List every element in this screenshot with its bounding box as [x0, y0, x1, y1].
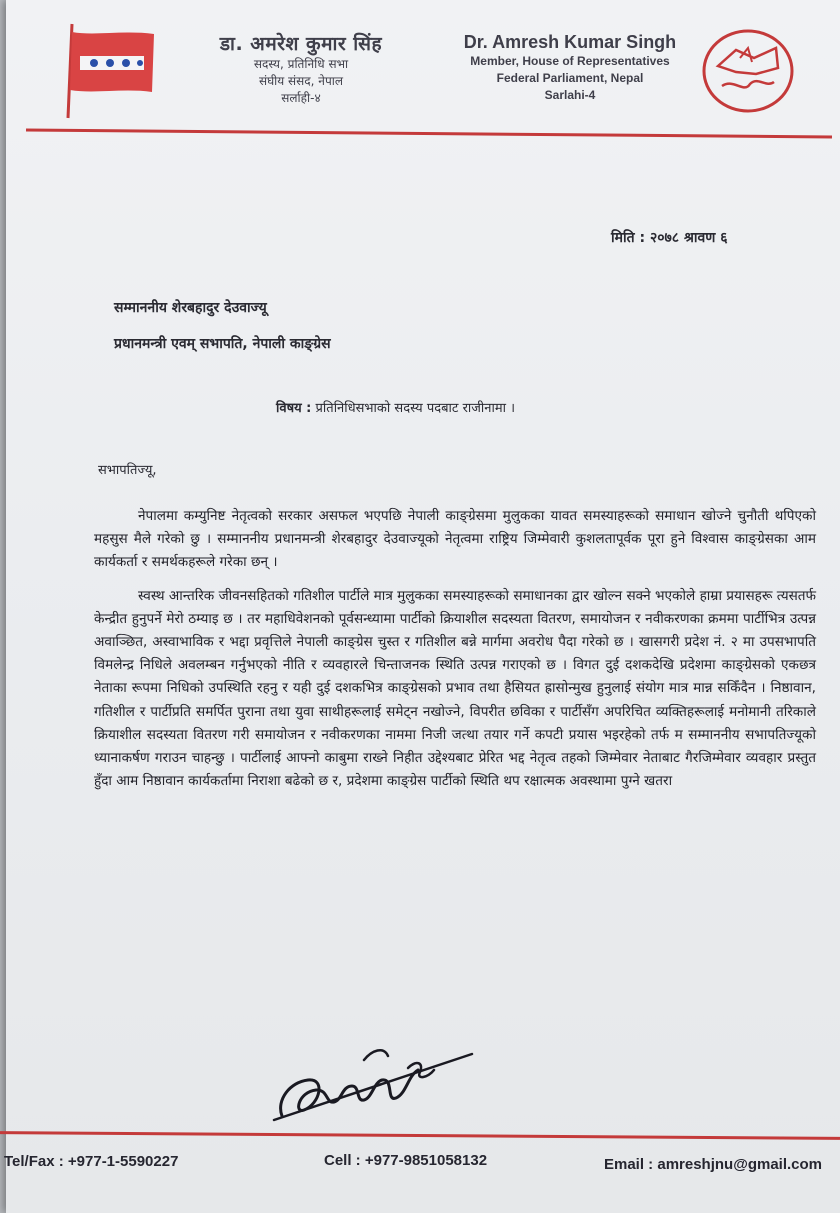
body-paragraph: नेपालमा कम्युनिष्ट नेतृत्वको सरकार असफल भएपछि नेपाली काङ्ग्रेसमा मुलुकका यावत समस्याहरूको समाधान खोज्ने चुनौती थपिएको महसुस मैले गरेको छु । सम्माननीय प्रधानमन्त्री शेरबहादुर देउवाज्यूको नेतृत्वमा राष्ट्रिय जिम्मेवारी कुशलतापूर्वक पूरा हुने विश्वास काङ्ग्रेसका आम कार्यकर्ता र समर्थकहरूले गरेका छन् ।: [94, 508, 816, 571]
letter-sheet: [6, 0, 840, 1213]
party-emblem-icon: [700, 28, 796, 114]
footer-cell: Cell : +977-9851058132: [324, 1152, 488, 1169]
footer-telfax: Tel/Fax : +977-1-5590227: [4, 1153, 179, 1170]
footer-email: Email : amreshjnu@gmail.com: [604, 1156, 823, 1173]
handwritten-signature: [268, 1020, 488, 1130]
body-paragraph: स्वस्थ आन्तरिक जीवनसहितको गतिशील पार्टीले मात्र मुलुकका समस्याहरूको समाधानका द्वार खोल्न सक्ने भएकोले हाम्रा प्रयासहरू त्यसतर्फ केन्द्रीत हुनुपर्ने मेरो ठम्याइ छ । तर महाधिवेशनको पूर्वसन्ध्यामा पार्टीको क्रियाशील सदस्यता वितरण, समायोजन र नवीकरणका क्रममा पार्टीभित्र उत्पन्न अवाञ्छित, अस्वाभाविक र भद्दा प्रवृत्तिले नेपाली काङ्ग्रेस चुस्त र गतिशील बन्ने मार्गमा अवरोध पैदा गरेको छ । खासगरी प्रदेश नं. २ मा उपसभापति विमलेन्द्र निधिले अवलम्बन गर्नुभएको नीति र व्यवहारले चिन्ताजनक स्थिति उत्पन्न गराएको छ । विगत दुई दशकदेखि प्रदेशमा काङ्ग्रेसको एकछत्र नेताका रूपमा निधिको उपस्थिति रहनु र यही दुई दशकभित्र काङ्ग्रेसको प्रभाव तथा हैसियत ह्रासोन्मुख हुनुलाई संयोग मात्र मान्न सकिँदैन । निष्ठावान, गतिशील र पार्टीप्रति समर्पित पुराना तथा युवा साथीहरूलाई समेट्न नखोज्ने, विपरीत छविका र पार्टीसँग अपरिचित व्यक्तिहरूलाई मनोमानी तरिकाले क्रियाशील सदस्यता वितरण गरी समायोजन र नवीकरणका नाममा निजी जत्था तयार गर्ने कपटी प्रयास भइरहेको तर्फ म सम्माननीय सभापतिज्यूको ध्यानाकर्षण गराउन चाहन्छु । पार्टीलाई आफ्नो काबुमा राख्ने निहीत उद्देश्यबाट प्रेरित भद्द नेतृत्व तहको जिम्मेवार नेताबाट गैरजिम्मेवार व्यवहार प्रस्तुत हुँदा आम निष्ठावान कार्यकर्तामा निराशा बढेको छ र, प्रदेशमा काङ्ग्रेस पार्टीको स्थिति थप रक्षात्मक अवस्थामा पुग्ने खतरा: [94, 587, 817, 790]
letter-date: मिति : २०७८ श्रावण ६: [611, 230, 728, 246]
letterhead-name-nepali: डा. अमरेश कुमार सिंह: [219, 33, 383, 55]
letterhead-english: [426, 32, 714, 104]
header-rule: [26, 128, 832, 138]
subject-line: [276, 398, 515, 416]
addressee-title: प्रधानमन्त्री एवम् सभापति, नेपाली काङ्ग्रेस: [114, 336, 331, 352]
letterhead-line: सर्लाही-४: [281, 91, 321, 105]
letterhead-line: Federal Parliament, Nepal: [496, 71, 644, 85]
nepali-congress-flag-icon: [64, 22, 160, 120]
letterhead-line: संघीय संसद, नेपाल: [258, 74, 344, 88]
addressee: [114, 290, 331, 362]
letterhead-name-english: Dr. Amresh Kumar Singh: [463, 32, 677, 52]
letter-body: [94, 505, 816, 803]
salutation: सभापतिज्यू,: [98, 463, 157, 478]
subject-text: प्रतिनिधिसभाको सदस्य पदबाट राजीनामा ।: [315, 401, 516, 416]
addressee-name: सम्माननीय शेरबहादुर देउवाज्यू: [114, 300, 267, 316]
letterhead-line: Member, House of Representatives: [470, 54, 670, 68]
subject-label: विषय :: [276, 401, 312, 416]
letterhead-line: Sarlahi-4: [544, 88, 596, 102]
letterhead-nepali: [181, 30, 421, 107]
letterhead-line: सदस्य, प्रतिनिधि सभा: [253, 57, 349, 71]
